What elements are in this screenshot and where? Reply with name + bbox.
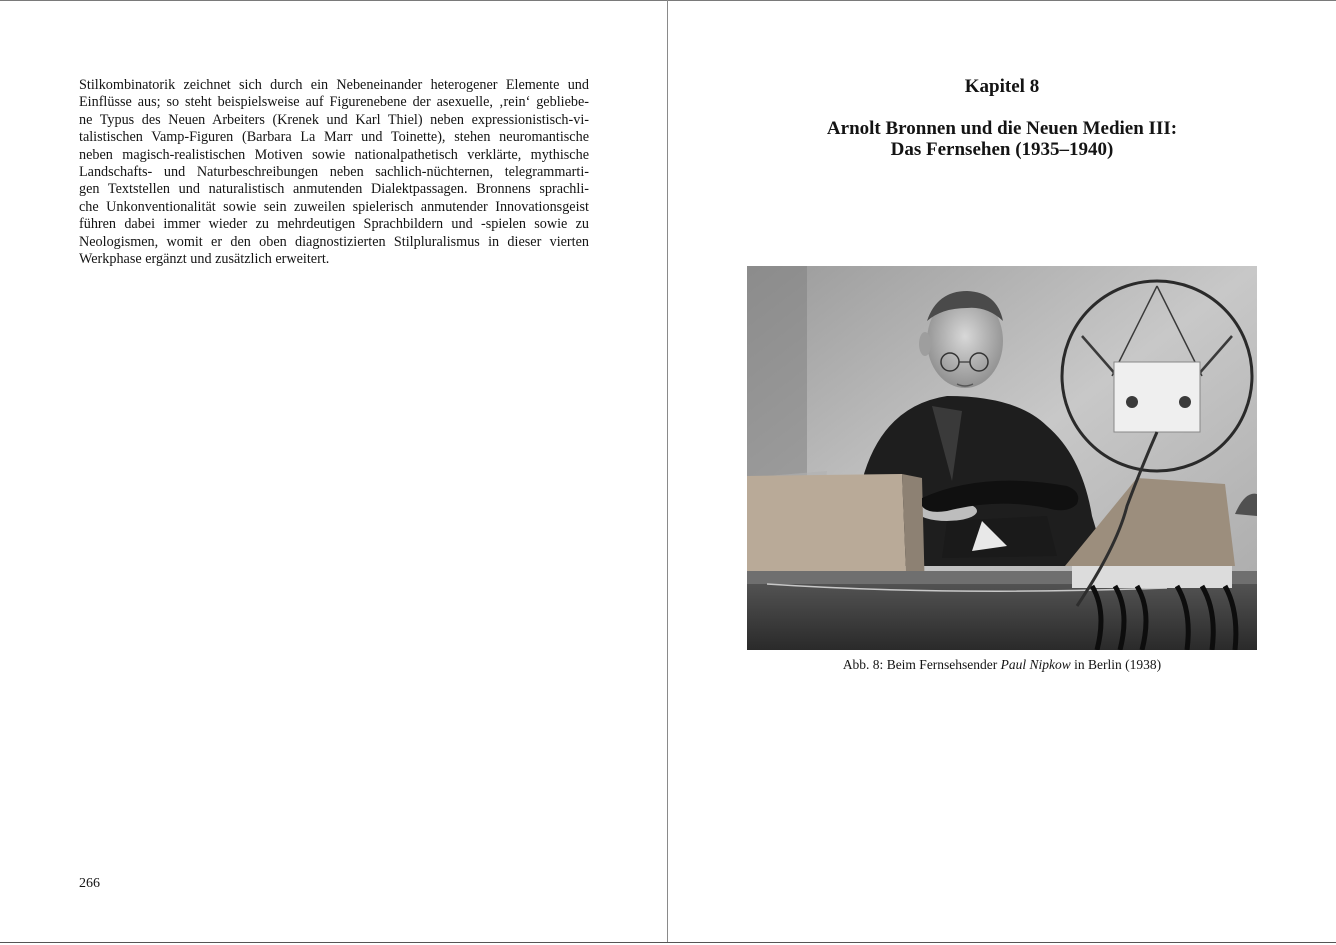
text-line: che Unkonventionalität sowie sein zuweilen spielerisch anmutender Innovationsgeist <box>79 198 589 215</box>
photograph <box>747 266 1257 650</box>
caption-prefix: Abb. 8: Beim Fernsehsender <box>842 657 1001 672</box>
chapter-label: Kapitel 8 <box>964 76 1040 97</box>
figure-caption <box>747 657 1257 673</box>
right-page <box>668 1 1336 942</box>
text-line: gen Textstellen und naturalistisch anmutenden Dialektpassagen. Bronnens sprachli- <box>79 181 589 198</box>
chapter-title-line: Das Fernsehen (1935–1940) <box>890 139 1114 160</box>
left-page <box>0 1 667 942</box>
text-line: Einflüsse aus; so steht beispielsweise auf Figurenebene der asexuelle, ‚rein‘ gebliebe- <box>79 94 589 111</box>
caption-italic: Paul Nipkow <box>1000 657 1071 672</box>
page-number: 266 <box>79 876 100 891</box>
caption-suffix: in Berlin (1938) <box>1070 657 1162 672</box>
text-line: Werkphase ergänzt und zusätzlich erweitert. <box>79 251 330 268</box>
text-line: talistischen Vamp-Figuren (Barbara La Marr und Toinette), stehen neuromantische <box>79 129 589 146</box>
body-paragraph <box>79 77 589 268</box>
chapter-title <box>668 118 1336 160</box>
text-line: führen dabei immer wieder zu mehrdeutigen Sprachbildern und -spielen sowie zu <box>79 216 589 233</box>
bottom-border <box>0 942 1336 943</box>
chapter-title-line: Arnolt Bronnen und die Neuen Medien III: <box>826 118 1178 139</box>
text-line: ne Typus des Neuen Arbeiters (Krenek und Karl Thiel) neben expressionistisch-vi- <box>79 111 589 128</box>
text-line: Stilkombinatorik zeichnet sich durch ein Nebeneinander heterogener Elemente und <box>79 77 589 93</box>
text-line: Landschafts- und Naturbeschreibungen neben sachlich-nüchternen, telegrammarti- <box>79 164 589 181</box>
text-line: neben magisch-realistischen Motiven sowie nationalpathetisch verklärte, mythische <box>79 146 589 163</box>
photograph-illustration <box>747 266 1257 650</box>
text-line: Neologismen, womit er den oben diagnostizierten Stilpluralismus in dieser vierten <box>79 233 589 250</box>
